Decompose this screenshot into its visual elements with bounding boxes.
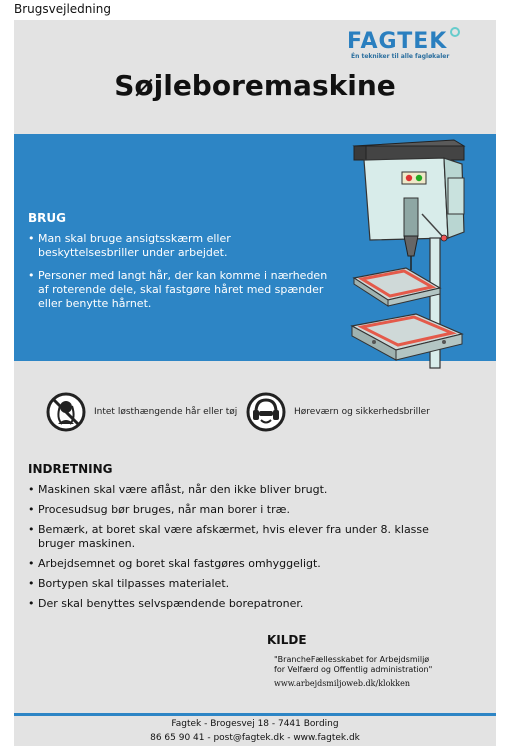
protection-label: Høreværn og sikkerhedsbriller [294,407,430,417]
footer-contact: 86 65 90 41 - post@fagtek.dk - www.fagtek.dk [150,733,360,743]
drill-press-illustration [344,128,489,388]
usage-heading: BRUG [28,211,66,225]
list-item: • Bortypen skal tilpasses materialet. [28,577,468,591]
logo-word-fag: FAG [347,29,398,54]
source-heading: KILDE [267,633,307,647]
logo-tagline: Én tekniker til alle fagløkaler [351,53,450,60]
setup-heading: INDRETNING [28,462,113,476]
page-title: Søjleboremaskine [114,69,396,102]
source-line: for Velfærd og Offentlig administration" [274,665,433,674]
protection-row [46,392,476,436]
no-loose-hair-icon [46,392,86,432]
usage-list [28,232,328,320]
instruction-sheet [14,20,496,746]
source-url[interactable]: www.arbejdsmiljoweb.dk/klokken [274,679,411,688]
list-item: • Personer med langt hår, der kan komme i nærheden af roterende dele, skal fastgøre håret med spænder eller benytte hårnet. [28,269,328,311]
list-item: • Procesudsug bør bruges, når man borer i træ. [28,503,468,517]
list-item: • Arbejdsemnet og boret skal fastgøres omhyggeligt. [28,557,468,571]
protection-item [246,392,430,432]
list-item: • Man skal bruge ansigtsskærm eller beskyttelsesbriller under arbejdet. [28,232,328,260]
source-text [274,655,432,675]
protection-label: Intet løsthængende hår eller tøj [94,407,238,417]
setup-list [28,483,468,617]
document-type-label: Brugsvejledning [14,2,111,16]
list-item: • Maskinen skal være aflåst, når den ikke bliver brugt. [28,483,468,497]
logo-word-tek: TEK [397,29,448,54]
ear-eye-protection-icon [246,392,286,432]
logo-ring-icon [450,27,460,37]
list-item: • Bemærk, at boret skal være afskærmet, hvis elever fra under 8. klasse bruger maskinen. [28,523,468,551]
list-item: • Der skal benyttes selvspændende borepatroner. [28,597,468,611]
footer-address: Fagtek - Brogesvej 18 - 7441 Bording [171,719,339,729]
source-line: "BrancheFællesskabet for Arbejdsmiljø [274,655,430,664]
footer-divider [14,713,496,716]
protection-item [46,392,237,432]
logo-wordmark [347,29,487,55]
fagtek-logo [347,29,487,60]
